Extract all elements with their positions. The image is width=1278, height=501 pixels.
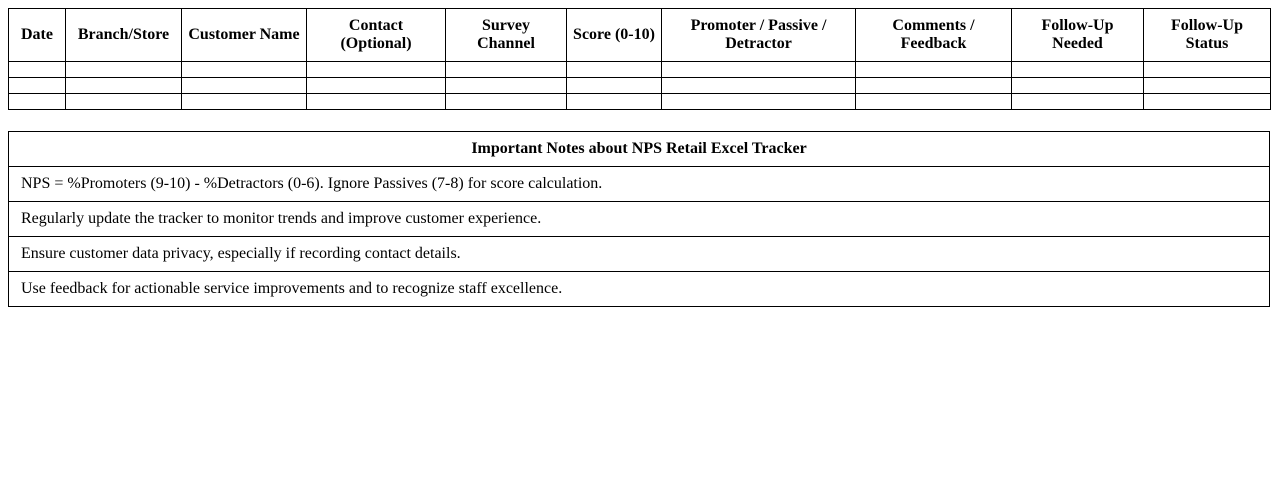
table-cell[interactable] xyxy=(856,62,1012,78)
table-cell[interactable] xyxy=(1012,78,1144,94)
notes-title: Important Notes about NPS Retail Excel Tracker xyxy=(9,132,1270,167)
table-cell[interactable] xyxy=(662,94,856,110)
table-cell[interactable] xyxy=(182,78,307,94)
table-cell[interactable] xyxy=(446,78,567,94)
column-header-comments: Comments / Feedback xyxy=(856,9,1012,62)
table-cell[interactable] xyxy=(307,94,446,110)
table-cell[interactable] xyxy=(66,94,182,110)
column-header-follow-up-needed: Follow-Up Needed xyxy=(1012,9,1144,62)
table-cell[interactable] xyxy=(662,78,856,94)
table-cell[interactable] xyxy=(9,62,66,78)
nps-tracker-table xyxy=(8,8,1271,110)
note-item: Ensure customer data privacy, especially if recording contact details. xyxy=(9,237,1270,272)
column-header-date: Date xyxy=(9,9,66,62)
note-row xyxy=(9,167,1270,202)
table-cell[interactable] xyxy=(1012,62,1144,78)
note-item: Regularly update the tracker to monitor trends and improve customer experience. xyxy=(9,202,1270,237)
table-cell[interactable] xyxy=(567,62,662,78)
table-row xyxy=(9,62,1271,78)
column-header-survey-channel: Survey Channel xyxy=(446,9,567,62)
table-cell[interactable] xyxy=(182,94,307,110)
table-cell[interactable] xyxy=(567,94,662,110)
note-row xyxy=(9,202,1270,237)
table-cell[interactable] xyxy=(182,62,307,78)
table-cell[interactable] xyxy=(567,78,662,94)
table-cell[interactable] xyxy=(446,62,567,78)
column-header-customer-name: Customer Name xyxy=(182,9,307,62)
table-cell[interactable] xyxy=(856,94,1012,110)
table-cell[interactable] xyxy=(66,78,182,94)
table-cell[interactable] xyxy=(1012,94,1144,110)
table-cell[interactable] xyxy=(662,62,856,78)
note-row xyxy=(9,272,1270,307)
table-cell[interactable] xyxy=(1144,94,1271,110)
table-cell[interactable] xyxy=(66,62,182,78)
column-header-category: Promoter / Passive / Detractor xyxy=(662,9,856,62)
table-cell[interactable] xyxy=(307,62,446,78)
table-row xyxy=(9,94,1271,110)
table-cell[interactable] xyxy=(9,78,66,94)
tracker-header-row xyxy=(9,9,1271,62)
column-header-follow-up-status: Follow-Up Status xyxy=(1144,9,1271,62)
table-cell[interactable] xyxy=(9,94,66,110)
note-item: NPS = %Promoters (9-10) - %Detractors (0-6). Ignore Passives (7-8) for score calculation. xyxy=(9,167,1270,202)
table-row xyxy=(9,78,1271,94)
column-header-branch-store: Branch/Store xyxy=(66,9,182,62)
note-item: Use feedback for actionable service improvements and to recognize staff excellence. xyxy=(9,272,1270,307)
table-cell[interactable] xyxy=(1144,62,1271,78)
note-row xyxy=(9,237,1270,272)
notes-table xyxy=(8,131,1270,307)
notes-header-row xyxy=(9,132,1270,167)
column-header-contact: Contact (Optional) xyxy=(307,9,446,62)
table-cell[interactable] xyxy=(446,94,567,110)
table-cell[interactable] xyxy=(856,78,1012,94)
column-header-score: Score (0-10) xyxy=(567,9,662,62)
table-cell[interactable] xyxy=(1144,78,1271,94)
table-cell[interactable] xyxy=(307,78,446,94)
